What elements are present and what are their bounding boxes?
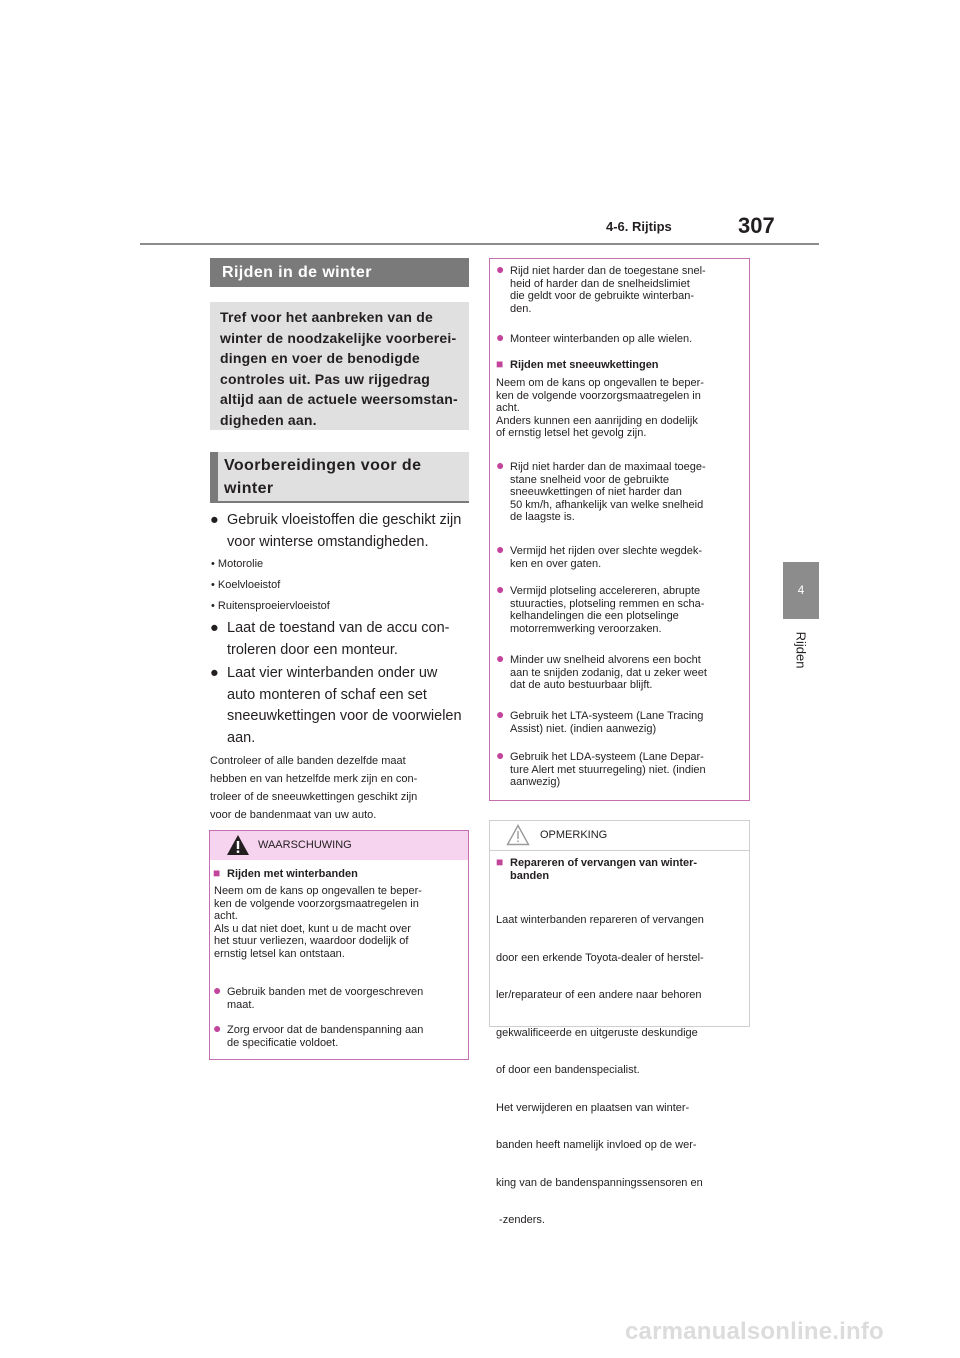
paragraph-line: -zenders. [496, 1214, 545, 1226]
item-line: Monteer winterbanden op alle wielen. [510, 333, 693, 345]
heading2-line: winter [224, 480, 274, 497]
intro-line: controles uit. Pas uw rijgedrag [220, 370, 431, 387]
paragraph-line: king van de bandenspanningssensoren en [496, 1176, 703, 1189]
warning-box [209, 830, 469, 1060]
item-line: Zorg ervoor dat de bandenspanning aan [227, 1024, 424, 1036]
item-line: dat de auto bestuurbaar blijft. [510, 679, 653, 691]
paragraph-line: acht. [214, 910, 238, 922]
paragraph-line: of ernstig letsel het gevolg zijn. [496, 427, 647, 439]
item-line: de laagste is. [510, 511, 575, 523]
snow-chains-paragraph [496, 377, 748, 440]
bullet-line: aan. [227, 729, 256, 746]
item-line: Vermijd plotseling accelereren, abrupte [510, 585, 701, 597]
square-bullet-icon: ■ [496, 357, 504, 371]
subitem-motor-oil: • Motorolie [211, 558, 264, 570]
intro-line: winter de noodzakelijke voorberei- [220, 329, 457, 346]
header-rule [140, 243, 819, 245]
item-line: Rijd niet harder dan de maximaal toege- [510, 461, 706, 473]
bullet-line: Gebruik vloeistoffen die geschikt zijn [227, 512, 462, 528]
bullet-icon: ● [496, 541, 505, 557]
paragraph-line: door een erkende Toyota-dealer of herstel- [496, 951, 704, 964]
notice-box [489, 820, 750, 1226]
watermark: carmanualsonline.info [625, 1318, 884, 1345]
notice-title: OPMERKING [540, 829, 608, 841]
bullet-icon: ● [496, 706, 505, 722]
chapter-label-text: Rijden [793, 631, 809, 669]
chapter-tab: 4 [783, 562, 819, 619]
item-line: aanwezig) [510, 776, 561, 788]
item-line: Vermijd het rijden over slechte wegdek- [510, 545, 702, 557]
item-line: den. [510, 302, 532, 315]
warning-subheading-text: Rijden met winterbanden [227, 868, 358, 880]
item-line: 50 km/h, afhankelijk van welke snelheid [510, 498, 704, 511]
heading-winter-preparations [210, 452, 469, 503]
warning-title: WAARSCHUWING [258, 839, 352, 851]
paragraph-line: troleer of de sneeuwkettingen geschikt zijn [210, 791, 418, 803]
bullet-icon: ● [496, 650, 505, 666]
intro-line: digheden aan. [220, 411, 317, 428]
item-line: Gebruik banden met de voorgeschreven [227, 986, 424, 998]
subheading-text: Rijden met sneeuwkettingen [510, 359, 659, 371]
item-line: stane snelheid voor de gebruikte [510, 473, 669, 486]
item-line: ture Alert met stuurregeling) niet. (indien [510, 763, 706, 776]
paragraph-line: Anders kunnen een aanrijding en dodelijk [496, 414, 698, 427]
subitem-coolant: • Koelvloeistof [211, 579, 281, 591]
notice-header [490, 821, 749, 851]
paragraph-line: ken de volgende voorzorgsmaatregelen in [496, 389, 701, 402]
item-line: Gebruik het LDA-systeem (Lane Depar- [510, 751, 704, 763]
item-line: stuuracties, plotseling remmen en scha- [510, 597, 705, 610]
page-number: 307 [738, 213, 775, 238]
bullet-icon: ● [496, 581, 505, 597]
paragraph-line: het stuur verliezen, waardoor dodelijk of [214, 935, 409, 947]
intro-line: Tref voor het aanbreken van de [220, 309, 433, 325]
subheading-line: banden [510, 869, 550, 882]
bullet-icon: ● [210, 620, 219, 636]
bullet-line: sneeuwkettingen voor de voorwielen [227, 708, 462, 724]
paragraph-line: gekwalificeerde en uitgeruste deskundige [496, 1026, 698, 1039]
bullet-icon: ● [496, 457, 505, 473]
bullet-icon: ● [210, 665, 219, 681]
paragraph-line: acht. [496, 402, 520, 414]
caution-triangle-icon [506, 824, 530, 846]
heading-accent-bar [210, 452, 218, 501]
warning-triangle-icon [226, 834, 250, 856]
paragraph-line: hebben en van hetzelfde merk zijn en con- [210, 773, 418, 785]
item-line: sneeuwkettingen of niet harder dan [510, 486, 682, 498]
paragraph-line: ernstig letsel kan ontstaan. [214, 947, 345, 960]
bullet-line: voor winterse omstandigheden. [227, 533, 429, 550]
bullet-icon: ● [496, 747, 505, 763]
paragraph-line: Neem om de kans op ongevallen te beper- [214, 885, 422, 897]
paragraph-line: Laat winterbanden repareren of vervangen [496, 914, 704, 926]
warning-paragraph [214, 885, 466, 960]
square-bullet-icon: ■ [213, 866, 221, 880]
heading-winter-driving: Rijden in de winter [210, 258, 469, 287]
subitem-washer-fluid: • Ruitensproeiervloeistof [211, 600, 330, 612]
warning-continuation-box [489, 258, 750, 801]
bullet-icon: ● [496, 261, 505, 277]
paragraph-line: Als u dat niet doet, kunt u de macht over [214, 922, 411, 935]
item-line: aan te snijden zodanig, dat u zeker weet [510, 666, 707, 679]
paragraph-line: ken de volgende voorzorgsmaatregelen in [214, 897, 419, 910]
paragraph-line: ler/reparateur of een andere naar behoren [496, 989, 702, 1001]
bullet-line: troleren door een monteur. [227, 641, 398, 658]
intro-line: dingen en voer de benodigde [220, 350, 420, 366]
heading2-line: Voorbereidingen voor de [224, 457, 422, 474]
bullet-icon: ● [496, 329, 505, 345]
paragraph-line: voor de bandenmaat van uw auto. [210, 809, 377, 821]
item-line: Minder uw snelheid alvorens een bocht [510, 654, 701, 666]
paragraph-line: banden heeft namelijk invloed op de wer- [496, 1139, 697, 1151]
bullet-line: Laat vier winterbanden onder uw [227, 665, 438, 681]
paragraph-line: Neem om de kans op ongevallen te beper- [496, 377, 704, 389]
bullet-line: Laat de toestand van de accu con- [227, 620, 450, 636]
section-title: 4-6. Rijtips [606, 219, 672, 234]
paragraph-line: Het verwijderen en plaatsen van winter- [496, 1101, 690, 1114]
bullet-line: auto monteren of schaf een set [227, 686, 427, 703]
item-line: die geldt voor de gebruikte winterban- [510, 290, 695, 302]
item-line: ken en over gaten. [510, 557, 602, 570]
paragraph-line: of door een bandenspecialist. [496, 1064, 640, 1076]
bullet-icon: ● [213, 982, 222, 998]
item-line: motorremwerking veroorzaken. [510, 622, 662, 635]
item-line: Assist) niet. (indien aanwezig) [510, 722, 657, 735]
square-bullet-icon: ■ [496, 855, 504, 869]
subheading-line: Repareren of vervangen van winter- [510, 857, 698, 869]
bullet-icon: ● [213, 1020, 222, 1036]
item-line: maat. [227, 998, 255, 1011]
item-line: heid of harder dan de snelheidslimiet [510, 277, 690, 290]
item-line: de specificatie voldoet. [227, 1036, 339, 1049]
bullet-icon: ● [210, 512, 219, 528]
paragraph-line: Controleer of alle banden dezelfde maat [210, 755, 406, 767]
intro-line: altijd aan de actuele weersomstan- [220, 391, 458, 407]
item-line: Rijd niet harder dan de toegestane snel- [510, 265, 706, 277]
chapter-label [786, 628, 816, 672]
warning-header [210, 831, 468, 861]
item-line: Gebruik het LTA-systeem (Lane Tracing [510, 710, 704, 722]
body-paragraph [210, 752, 470, 824]
notice-paragraph [496, 889, 748, 1252]
item-line: kelhandelingen die een plotselinge [510, 610, 679, 622]
intro-panel [210, 302, 469, 430]
